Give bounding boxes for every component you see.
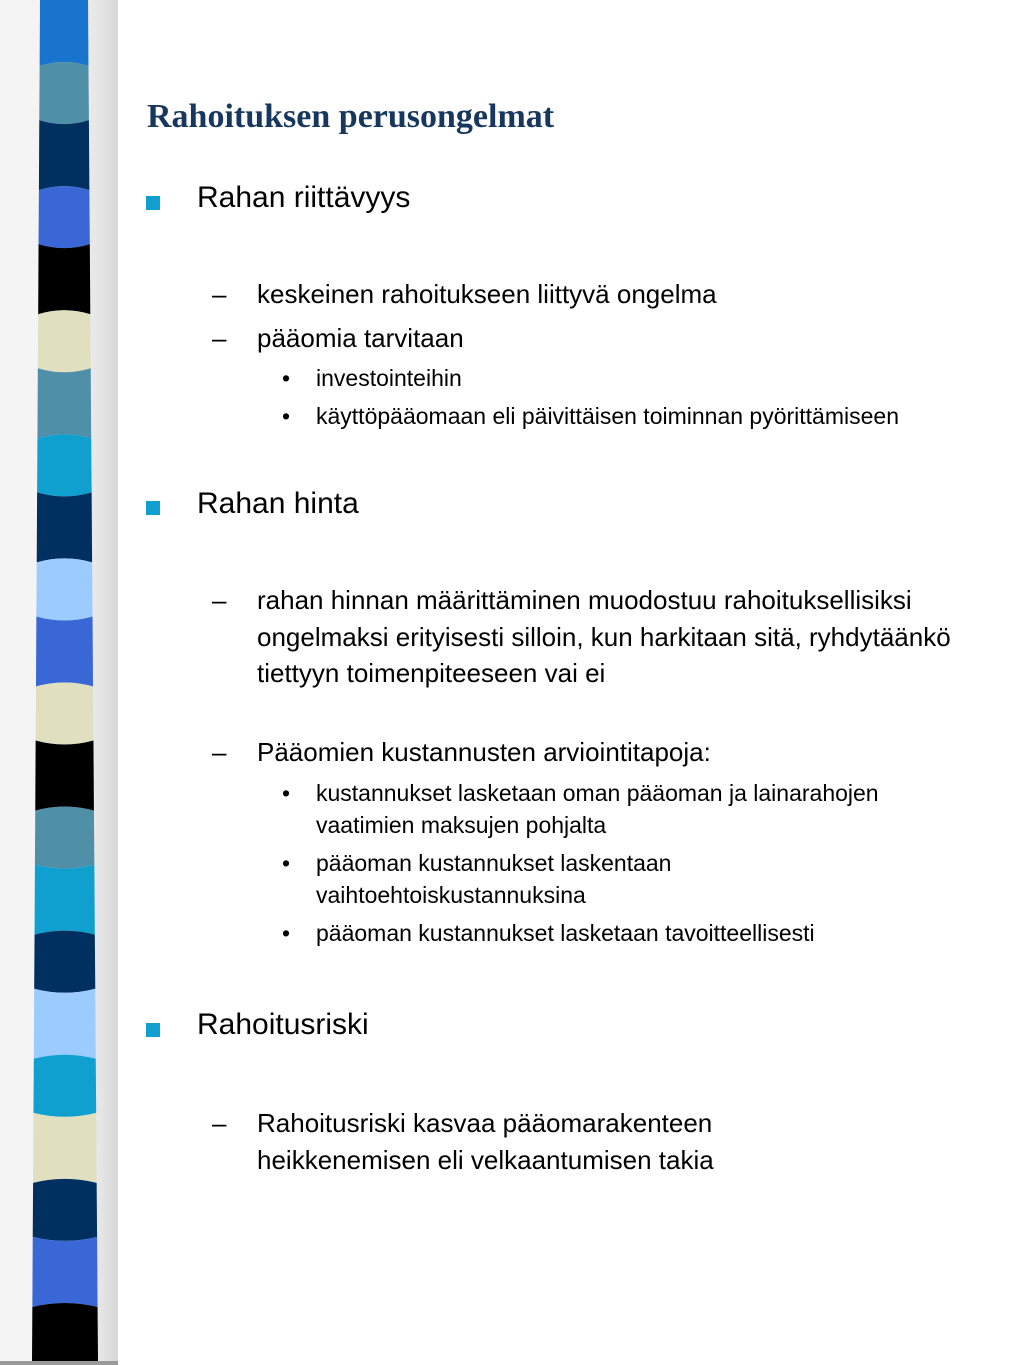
list-item: pääomia tarvitaan: [257, 323, 464, 353]
stripe-band: [39, 186, 90, 248]
item-dash: –: [212, 1108, 227, 1138]
bottom-rule: [0, 1361, 118, 1365]
list-item: Pääomien kustannusten arviointitapoja:: [257, 737, 711, 767]
sub-list-item: pääoman kustannukset lasketaan tavoitteellisesti: [316, 920, 815, 946]
stripe-band: [36, 683, 94, 745]
stripe-band: [38, 310, 91, 372]
list-item: keskeinen rahoitukseen liittyvä ongelma: [257, 279, 717, 309]
stripe-band: [35, 741, 94, 811]
sub-list-item: investointeihin: [316, 365, 462, 391]
stripe-band: [32, 1303, 98, 1365]
stripe-band: [38, 244, 90, 314]
list-item: rahan hinnan määrittäminen muodostuu rahoituksellisiksi ongelmaksi erityisesti silloin, kun harkitaan sitä, ryhdytäänkö tiettyyn toimenpiteeseen vai ei: [257, 585, 951, 688]
sub-list-item: kustannukset lasketaan oman pääoman ja lainarahojen vaatimien maksujen pohjalta: [316, 780, 879, 838]
item-dash: –: [212, 585, 227, 615]
stripe-band: [35, 865, 95, 935]
decorative-stripe: [0, 0, 118, 1365]
section-heading: Rahan riittävyys: [197, 181, 411, 214]
slide-title: Rahoituksen perusongelmat: [147, 98, 555, 135]
sub-list-item: pääoman kustannukset laskentaan vaihtoehtoiskustannuksina: [316, 850, 672, 908]
stripe-band: [37, 492, 92, 562]
item-dash: –: [212, 279, 227, 309]
stripe-band: [40, 0, 89, 66]
stripe-band: [37, 368, 91, 438]
section-bullet-icon: [146, 501, 160, 515]
subitem-bullet: •: [282, 365, 291, 391]
stripe-band: [36, 616, 93, 686]
section-heading: Rahan hinta: [197, 487, 359, 520]
section-bullet-icon: [146, 196, 160, 210]
section-heading: Rahoitusriski: [197, 1008, 369, 1041]
stripe-band: [39, 62, 89, 124]
stripe-band: [35, 807, 94, 869]
stripe-band: [32, 1237, 97, 1307]
item-dash: –: [212, 323, 227, 353]
stripe-band: [33, 1179, 97, 1241]
subitem-bullet: •: [282, 403, 291, 429]
stripe-band: [37, 434, 92, 496]
item-dash: –: [212, 737, 227, 767]
subitem-bullet: •: [282, 920, 291, 946]
stripe-band: [34, 989, 96, 1059]
stripe-band: [34, 931, 95, 993]
sub-list-item: käyttöpääomaan eli päivittäisen toiminnan pyörittämiseen: [316, 403, 899, 429]
section-bullet-icon: [146, 1023, 160, 1037]
stripe-band: [39, 120, 89, 190]
list-item: Rahoitusriski kasvaa pääomarakenteen heikkenemisen eli velkaantumisen takia: [257, 1108, 714, 1175]
stripe-band: [36, 558, 92, 620]
subitem-bullet: •: [282, 780, 291, 806]
stripe-band: [33, 1113, 97, 1183]
subitem-bullet: •: [282, 850, 291, 876]
stripe-band: [33, 1055, 96, 1117]
